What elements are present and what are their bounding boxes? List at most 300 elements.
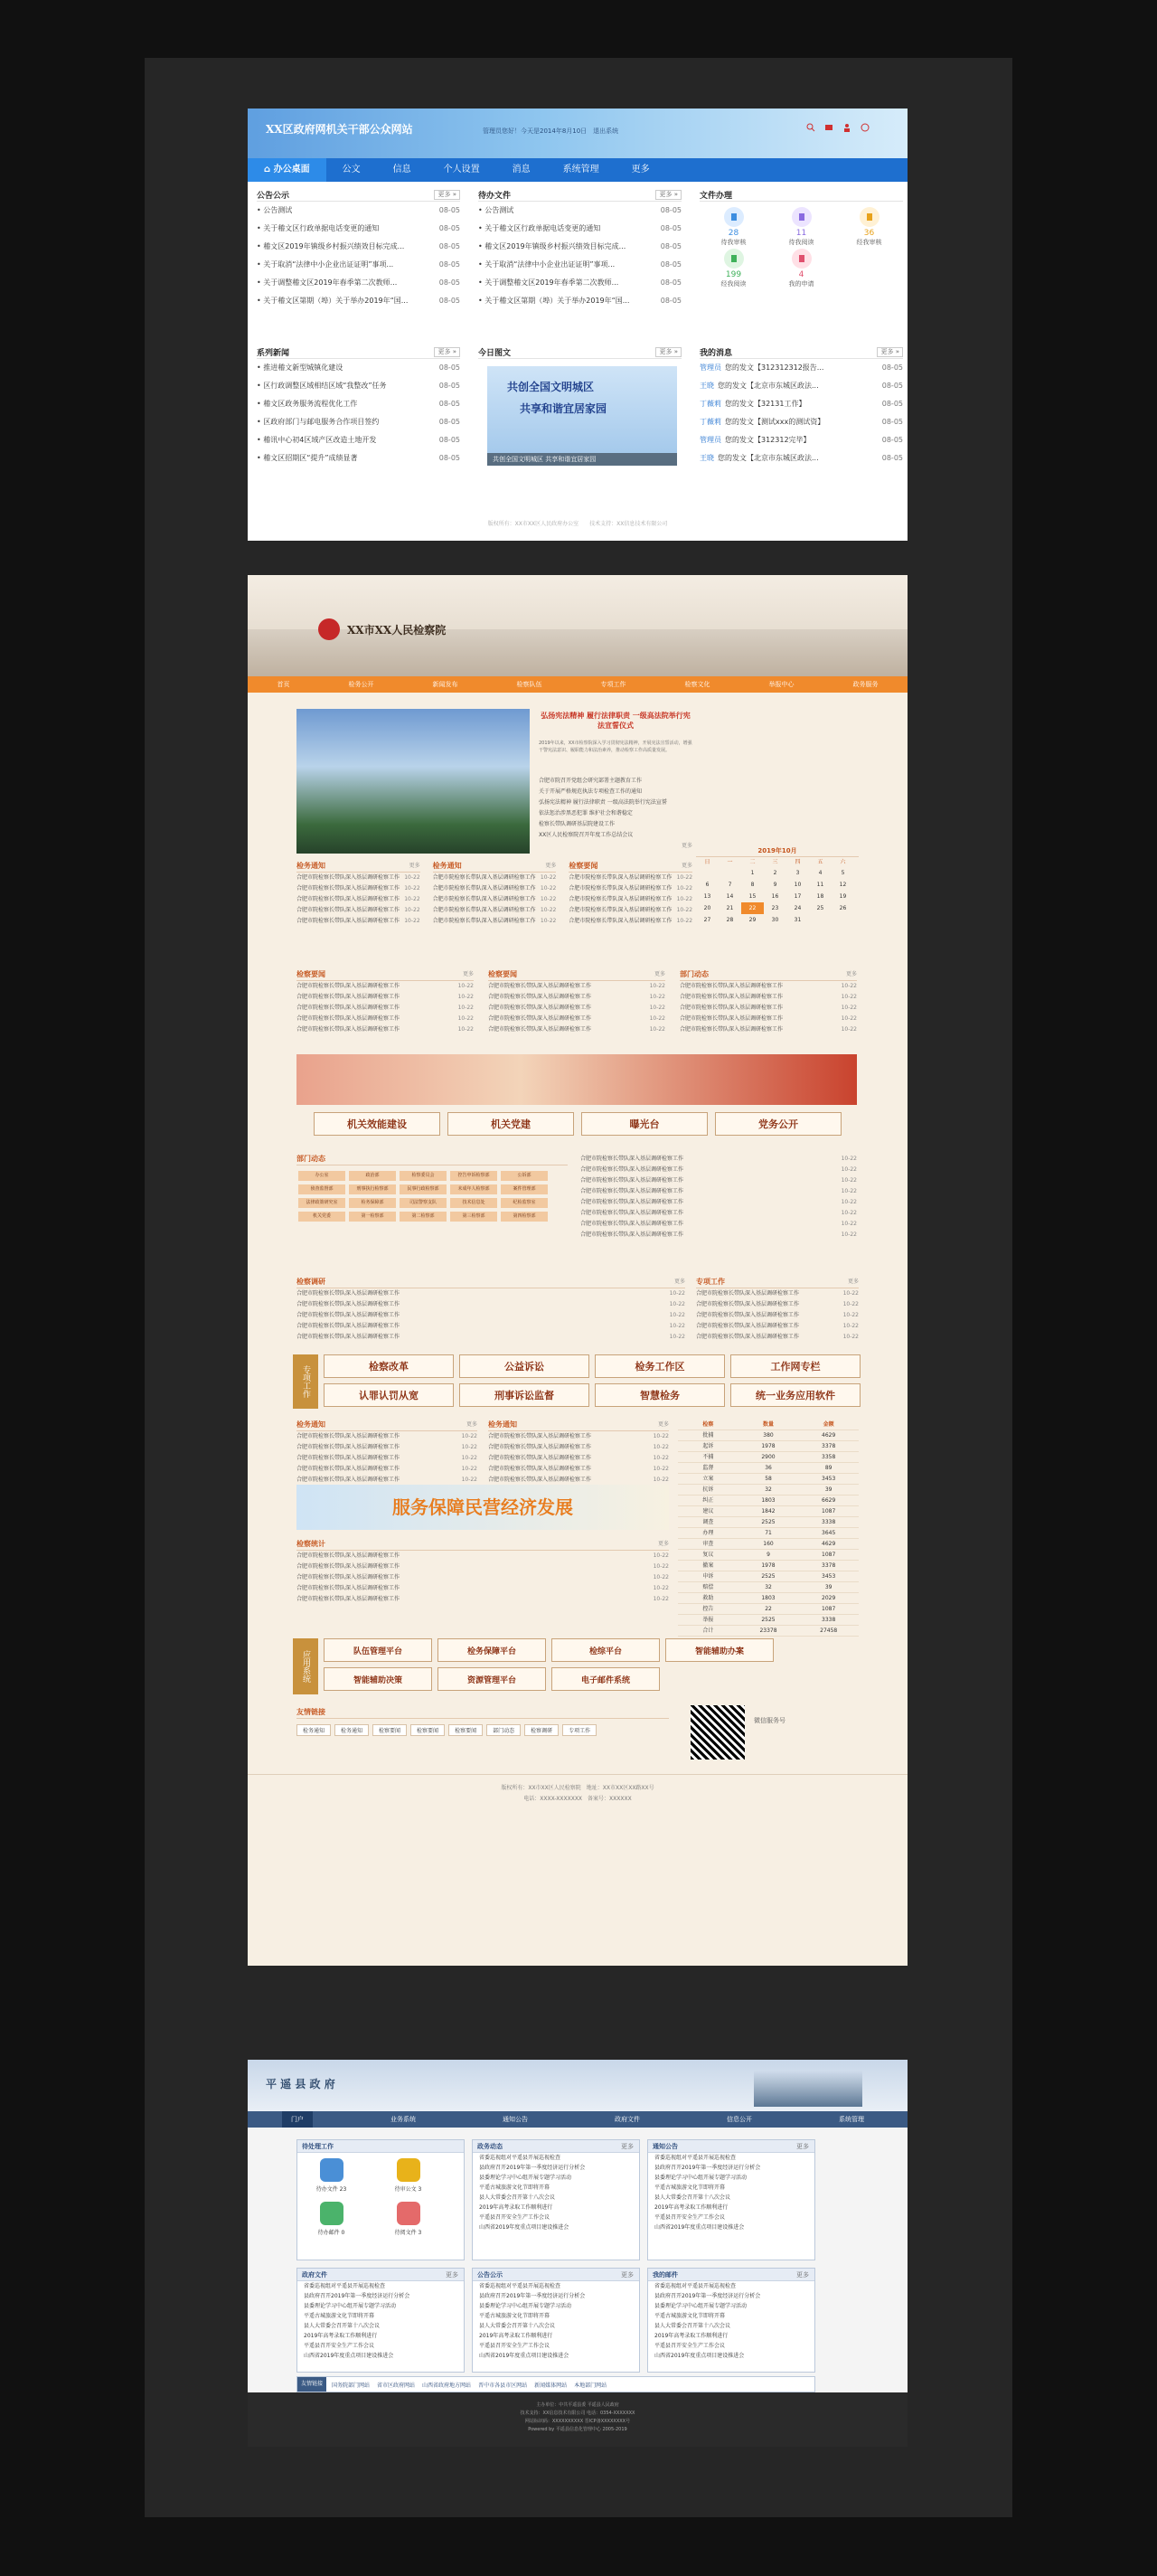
headline-list-item[interactable]: 合肥市院召开党组会研究部署主题教育工作 — [539, 778, 643, 784]
list-item[interactable] — [478, 202, 682, 220]
nav-tab[interactable]: 门户 — [282, 2111, 313, 2128]
list-item[interactable] — [478, 238, 682, 256]
list-item[interactable]: 县委理论学习中心组开展专题学习活动 — [479, 2303, 572, 2309]
dept-cell[interactable]: 案件管理部 — [501, 1184, 548, 1194]
calendar-day[interactable]: 3 — [795, 870, 800, 876]
message-text — [700, 413, 824, 431]
headline-list-item[interactable]: XX区人民检察院召开年度工作总结会议 — [539, 832, 634, 838]
calendar-day[interactable]: 1 — [750, 870, 755, 876]
photo-image[interactable] — [487, 366, 677, 466]
list-item[interactable] — [569, 883, 692, 894]
promo-banner[interactable] — [296, 1054, 857, 1105]
list-item[interactable] — [296, 905, 420, 916]
list-item[interactable] — [478, 256, 682, 274]
more-link[interactable]: 更多 — [682, 863, 693, 869]
list-item[interactable]: 山西省2019年度重点项目建设推进会 — [479, 2224, 569, 2231]
list-item[interactable]: 2019年高考录取工作顺利进行 — [654, 2204, 729, 2211]
nav-tab[interactable]: 检察队伍 — [516, 681, 542, 688]
list-item[interactable]: 2019年高考录取工作顺利进行 — [304, 2333, 378, 2339]
list-item[interactable] — [569, 905, 692, 916]
list-item[interactable]: 2019年高考录取工作顺利进行 — [479, 2204, 553, 2211]
dept-cell[interactable]: 第三检察部 — [450, 1212, 497, 1222]
calendar-day[interactable]: 6 — [705, 882, 710, 888]
list-item[interactable] — [696, 1299, 859, 1310]
calendar-day[interactable]: 14 — [726, 893, 734, 900]
list-item[interactable]: 县人大常委会召开第十八次会议 — [654, 2194, 731, 2201]
list-item[interactable]: 县政府召开2019年第一季度经济运行分析会 — [479, 2165, 586, 2171]
more-link[interactable]: 更多 — [657, 1541, 669, 1547]
list-item[interactable] — [296, 1310, 685, 1321]
item-title: 合肥市院检察长带队深入基层调研检察工作 — [432, 907, 536, 913]
calendar-day[interactable]: 17 — [794, 893, 802, 900]
dept-news-item[interactable] — [580, 1154, 857, 1165]
calendar-day[interactable]: 31 — [794, 917, 802, 923]
dept-news-item[interactable] — [580, 1186, 857, 1197]
special-button[interactable]: 工作网专栏 — [730, 1354, 861, 1378]
list-item[interactable] — [488, 1014, 665, 1024]
todo-item[interactable] — [306, 2202, 356, 2236]
list-item[interactable] — [696, 1310, 859, 1321]
list-item[interactable]: 平遥古城旅游文化节即将开幕 — [304, 2313, 375, 2319]
calendar-day[interactable]: 23 — [771, 905, 779, 911]
list-item[interactable]: 山西省2019年度重点项目建设推进会 — [304, 2353, 394, 2359]
dept-news-item[interactable] — [580, 1197, 857, 1208]
dept-cell[interactable]: 法律政策研究室 — [298, 1198, 345, 1208]
list-item[interactable] — [296, 1299, 685, 1310]
list-item[interactable] — [488, 1431, 669, 1442]
friend-link[interactable]: 新闻媒体网站 — [534, 2382, 568, 2389]
list-item[interactable]: 2019年高考录取工作顺利进行 — [654, 2333, 729, 2339]
more-link[interactable]: 更多 — [446, 2271, 458, 2279]
headline-list-item[interactable]: 弘扬宪法精神 履行法律职责 一级高法院举行宪法宣誓 — [539, 799, 667, 806]
list-item[interactable]: 县委理论学习中心组开展专题学习活动 — [479, 2175, 572, 2181]
headline-list-item[interactable]: 依法惩治涉黑恶犯罪 维护社会和谐稳定 — [539, 810, 633, 816]
feature-button[interactable]: 党务公开 — [715, 1112, 842, 1136]
dept-cell[interactable]: 技术信息处 — [450, 1198, 497, 1208]
more-link[interactable]: 更多 — [845, 971, 857, 977]
friend-link[interactable]: 本地部门网站 — [574, 2382, 607, 2389]
list-item[interactable]: 县人大常委会召开第十八次会议 — [654, 2323, 731, 2329]
more-button[interactable]: 更多 » — [655, 347, 682, 357]
list-item[interactable]: 平遥县召开安全生产工作会议 — [479, 2214, 550, 2221]
list-item[interactable]: 县人大常委会召开第十八次会议 — [304, 2323, 381, 2329]
list-item[interactable] — [296, 1551, 669, 1562]
list-item[interactable]: 县委理论学习中心组开展专题学习活动 — [304, 2303, 397, 2309]
list-item[interactable]: 平遥县召开安全生产工作会议 — [654, 2214, 726, 2221]
more-link[interactable]: 更多 — [847, 1279, 859, 1285]
more-link[interactable]: 更多 — [673, 1279, 685, 1285]
calendar-day[interactable]: 20 — [703, 905, 711, 911]
list-item[interactable] — [296, 1321, 685, 1332]
calendar-day[interactable]: 13 — [703, 893, 711, 900]
nav-tab[interactable]: 首页 — [277, 681, 290, 688]
list-item[interactable]: 省委巡视组对平遥县开展巡视检查 — [479, 2155, 561, 2161]
list-item[interactable]: 县人大常委会召开第十八次会议 — [479, 2194, 556, 2201]
link-button[interactable]: 检务通知 — [296, 1724, 331, 1736]
list-item[interactable]: 省委巡视组对平遥县开展巡视检查 — [654, 2283, 737, 2289]
dept-news-item[interactable] — [580, 1165, 857, 1175]
list-item[interactable] — [296, 894, 420, 905]
nav-tab[interactable]: 政务服务 — [852, 681, 879, 688]
list-item[interactable] — [296, 916, 420, 927]
list-item[interactable] — [296, 1024, 474, 1035]
friend-link[interactable]: 国务院部门网站 — [332, 2382, 371, 2389]
dept-news-item[interactable] — [580, 1175, 857, 1186]
nav-tab[interactable]: 业务系统 — [390, 2116, 416, 2123]
calendar-day[interactable]: 2 — [773, 870, 777, 876]
calendar — [696, 846, 859, 926]
calendar-day[interactable]: 15 — [748, 893, 757, 900]
calendar-day[interactable]: 8 — [750, 882, 755, 888]
power-icon[interactable] — [861, 123, 870, 132]
feature-button[interactable]: 机关党建 — [447, 1112, 574, 1136]
headline-list-item[interactable]: 关于开展严格规范执法专项检查工作的通知 — [539, 788, 643, 795]
list-item[interactable] — [296, 1014, 474, 1024]
app-button[interactable]: 检综平台 — [551, 1638, 660, 1662]
list-item[interactable] — [488, 1442, 669, 1453]
friend-link[interactable]: 山西省政府地方网站 — [422, 2382, 472, 2389]
special-button[interactable]: 统一业务应用软件 — [730, 1383, 861, 1407]
app-button[interactable]: 队伍管理平台 — [324, 1638, 432, 1662]
app-button[interactable]: 电子邮件系统 — [551, 1667, 660, 1691]
calendar-day[interactable]: 25 — [816, 905, 824, 911]
more-button[interactable]: 更多 » — [655, 190, 682, 200]
nav-tab[interactable]: 政府文件 — [615, 2116, 640, 2123]
dept-cell[interactable]: 政治部 — [349, 1171, 396, 1181]
dept-cell[interactable]: 机关党委 — [298, 1212, 345, 1222]
list-item[interactable] — [257, 220, 460, 238]
calendar-day[interactable]: 18 — [816, 893, 824, 900]
more-link[interactable]: 更多 — [462, 971, 474, 977]
list-item[interactable] — [680, 1024, 857, 1035]
list-item[interactable] — [696, 1288, 859, 1299]
dept-cell[interactable]: 检务保障部 — [349, 1198, 396, 1208]
section-box — [296, 1420, 477, 1486]
calendar-day[interactable]: 28 — [726, 917, 734, 923]
list-item[interactable] — [569, 873, 692, 883]
link-button[interactable]: 检察调研 — [524, 1724, 559, 1736]
list-item[interactable] — [680, 1003, 857, 1014]
app-button[interactable]: 检务保障平台 — [437, 1638, 546, 1662]
more-link[interactable]: 更多 — [654, 971, 665, 977]
section-title: 检务通知 — [432, 862, 462, 870]
section-box — [296, 969, 474, 1035]
dept-cell[interactable]: 第四检察部 — [501, 1212, 548, 1222]
dept-cell[interactable]: 未成年人检察部 — [450, 1184, 497, 1194]
list-item[interactable] — [433, 883, 557, 894]
calendar-day[interactable]: 16 — [771, 893, 779, 900]
calendar-day[interactable]: 21 — [726, 905, 734, 911]
list-item[interactable] — [257, 449, 460, 467]
list-item[interactable] — [296, 1003, 474, 1014]
slogan-banner[interactable]: 服务保障民营经济发展 — [296, 1485, 669, 1530]
stats-row — [678, 1506, 859, 1517]
qr-code — [691, 1705, 745, 1760]
todo-applications[interactable]: 4 我的申请 — [767, 249, 835, 290]
link-button[interactable]: 专项工作 — [562, 1724, 597, 1736]
stats-row — [678, 1474, 859, 1485]
tab-system[interactable]: 系统管理 — [562, 165, 599, 175]
dept-cell[interactable]: 侦查监督部 — [298, 1184, 345, 1194]
tab-messages[interactable]: 消息 — [512, 165, 531, 175]
item-title: 合肥市院检察长带队深入基层调研检察工作 — [580, 1166, 684, 1173]
feature-button[interactable]: 曝光台 — [581, 1112, 708, 1136]
calendar-day[interactable]: 19 — [839, 893, 847, 900]
more-button[interactable]: 更多 » — [877, 347, 903, 357]
special-button[interactable]: 检务工作区 — [595, 1354, 725, 1378]
item-title: 合肥市院检察长带队深入基层调研检察工作 — [488, 1026, 592, 1033]
list-item[interactable] — [296, 981, 474, 992]
list-item[interactable]: 平遥古城旅游文化节即将开幕 — [479, 2313, 550, 2319]
item-title: • 关于稽文区第期（埠）关于举办2019年“国... — [257, 297, 409, 305]
list-item[interactable] — [296, 1431, 477, 1442]
list-item[interactable] — [433, 873, 557, 883]
todo-pending-review[interactable]: 28 待我审核 — [700, 207, 767, 249]
dept-news-item[interactable] — [580, 1208, 857, 1219]
calendar-day[interactable]: 26 — [839, 905, 847, 911]
nav-tab[interactable]: 检务公开 — [348, 681, 374, 688]
list-item[interactable] — [296, 873, 420, 883]
headline-list-item[interactable]: 检察长带队调研基层院建设工作 — [539, 821, 616, 827]
stats-cell: 32 — [765, 1584, 772, 1590]
todo-reviewed[interactable]: 36 经我审核 — [835, 207, 903, 249]
dept-cell[interactable]: 公诉部 — [501, 1171, 548, 1181]
list-item[interactable]: 县政府召开2019年第一季度经济运行分析会 — [479, 2293, 586, 2299]
list-item[interactable]: 平遥县召开安全生产工作会议 — [304, 2343, 375, 2349]
dept-cell[interactable]: 刑事执行检察部 — [349, 1184, 396, 1194]
message-item[interactable] — [700, 395, 903, 413]
list-item[interactable] — [433, 894, 557, 905]
list-item[interactable] — [296, 883, 420, 894]
list-item[interactable] — [488, 1003, 665, 1014]
list-item[interactable] — [257, 395, 460, 413]
calendar-day[interactable]: 29 — [748, 917, 757, 923]
list-item[interactable] — [433, 905, 557, 916]
tab-desk[interactable]: ⌂ 办公桌面 — [248, 158, 326, 182]
list-item[interactable] — [296, 1572, 669, 1583]
list-item[interactable]: 平遥县召开安全生产工作会议 — [479, 2343, 550, 2349]
list-item[interactable] — [296, 1562, 669, 1572]
more-button[interactable]: 更多 » — [434, 347, 460, 357]
todo-read[interactable]: 199 经我阅读 — [700, 249, 767, 290]
user-icon[interactable] — [842, 123, 851, 132]
tab-docs[interactable]: 公文 — [342, 165, 361, 175]
section-header — [296, 1539, 669, 1551]
headline-title[interactable]: 弘扬宪法精神 履行法律职责 一级高法院举行宪法宣誓仪式 — [541, 712, 691, 730]
app-button[interactable]: 智能辅助决策 — [324, 1667, 432, 1691]
special-button[interactable]: 检察改革 — [324, 1354, 454, 1378]
nav-tab[interactable]: 专项工作 — [600, 681, 626, 688]
message-text — [700, 449, 819, 467]
link-button[interactable]: 部门动态 — [486, 1724, 521, 1736]
app-button[interactable]: 资源管理平台 — [437, 1667, 546, 1691]
list-item[interactable]: 县委理论学习中心组开展专题学习活动 — [654, 2303, 748, 2309]
list-item[interactable] — [257, 256, 460, 274]
more-link[interactable]: 更多 — [796, 2271, 809, 2279]
list-item[interactable] — [680, 981, 857, 992]
dept-cell[interactable]: 检察委员会 — [400, 1171, 447, 1181]
list-item[interactable] — [488, 1453, 669, 1464]
list-item[interactable]: 平遥古城旅游文化节即将开幕 — [479, 2184, 550, 2191]
list-item[interactable]: 县委理论学习中心组开展专题学习活动 — [654, 2175, 748, 2181]
list-item[interactable] — [696, 1321, 859, 1332]
list-item[interactable] — [257, 238, 460, 256]
list-item[interactable] — [296, 1332, 685, 1343]
message-item[interactable] — [700, 359, 903, 377]
app-button[interactable]: 智能辅助办案 — [665, 1638, 774, 1662]
todo-pending-read[interactable]: 11 待我阅读 — [767, 207, 835, 249]
calendar-day[interactable] — [809, 914, 832, 926]
more-link[interactable]: 更多 — [681, 843, 692, 849]
calendar-day[interactable]: 27 — [703, 917, 711, 923]
calendar-day[interactable]: 24 — [794, 905, 802, 911]
calendar-day[interactable] — [696, 867, 719, 879]
dept-cell[interactable]: 办公室 — [298, 1171, 345, 1181]
special-button[interactable]: 智慧检务 — [595, 1383, 725, 1407]
list-item[interactable] — [569, 916, 692, 927]
list-item[interactable] — [296, 1583, 669, 1594]
list-item[interactable]: 县政府召开2019年第一季度经济运行分析会 — [304, 2293, 410, 2299]
list-item[interactable] — [680, 992, 857, 1003]
calendar-day[interactable]: 12 — [839, 882, 847, 888]
calendar-day[interactable] — [832, 914, 854, 926]
feature-button[interactable]: 机关效能建设 — [314, 1112, 440, 1136]
more-link[interactable]: 更多 — [657, 1421, 669, 1428]
list-item[interactable] — [257, 431, 460, 449]
dept-cell[interactable]: 司法警察支队 — [400, 1198, 447, 1208]
dept-news-item[interactable] — [580, 1230, 857, 1241]
calendar-day[interactable]: 5 — [841, 870, 845, 876]
list-item[interactable]: 平遥古城旅游文化节即将开幕 — [654, 2313, 726, 2319]
list-item[interactable] — [488, 1024, 665, 1035]
list-item[interactable]: 山西省2019年度重点项目建设推进会 — [479, 2353, 569, 2359]
calendar-day[interactable]: 4 — [818, 870, 823, 876]
special-button[interactable]: 公益诉讼 — [459, 1354, 589, 1378]
list-item[interactable]: 山西省2019年度重点项目建设推进会 — [654, 2353, 745, 2359]
more-link[interactable]: 更多 — [796, 2143, 809, 2150]
more-link[interactable]: 更多 — [545, 863, 557, 869]
tab-more[interactable]: 更多 — [631, 165, 650, 175]
list-item[interactable] — [478, 292, 682, 310]
list-item[interactable] — [257, 359, 460, 377]
dept-cell[interactable]: 纪检监察室 — [501, 1198, 548, 1208]
list-item[interactable] — [257, 292, 460, 310]
nav-tab[interactable]: 系统管理 — [839, 2116, 864, 2123]
dept-cell[interactable]: 第一检察部 — [349, 1212, 396, 1222]
headline-image[interactable] — [296, 709, 530, 854]
link-button[interactable]: 检务通知 — [334, 1724, 369, 1736]
list-item[interactable] — [488, 981, 665, 992]
photo-caption: 共创全国文明城区 共享和谐宜居家园 — [487, 453, 677, 466]
dept-news-item[interactable] — [580, 1219, 857, 1230]
list-item[interactable] — [569, 894, 692, 905]
list-item[interactable]: 省委巡视组对平遥县开展巡视检查 — [304, 2283, 386, 2289]
nav-tab[interactable]: 举报中心 — [768, 681, 795, 688]
list-item[interactable] — [433, 916, 557, 927]
dept-cell[interactable]: 民事行政检察部 — [400, 1184, 447, 1194]
tab-personal[interactable]: 个人设置 — [443, 165, 480, 175]
file-office-grid — [700, 202, 903, 290]
message-item[interactable] — [700, 431, 903, 449]
dept-cell[interactable]: 第二检察部 — [400, 1212, 447, 1222]
link-button[interactable]: 检察要闻 — [448, 1724, 483, 1736]
list-item[interactable] — [257, 377, 460, 395]
friend-link[interactable]: 晋中市各县市区网站 — [478, 2382, 528, 2389]
list-item[interactable] — [488, 1464, 669, 1475]
list-item[interactable]: 省委巡视组对平遥县开展巡视检查 — [479, 2283, 561, 2289]
special-button[interactable]: 刑事诉讼监督 — [459, 1383, 589, 1407]
message-title: 您的发文【32131工作】 — [725, 400, 806, 408]
list-item[interactable]: 2019年高考录取工作顺利进行 — [479, 2333, 553, 2339]
message-item[interactable] — [700, 413, 903, 431]
list-item[interactable]: 山西省2019年度重点项目建设推进会 — [654, 2224, 745, 2231]
calendar-day[interactable]: 30 — [771, 917, 779, 923]
special-button[interactable]: 认罪认罚从宽 — [324, 1383, 454, 1407]
nav-tab[interactable]: 通知公告 — [503, 2116, 528, 2123]
todo-item[interactable] — [306, 2158, 356, 2193]
calendar-day[interactable]: 9 — [773, 882, 777, 888]
more-link[interactable]: 更多 — [621, 2271, 634, 2279]
nav-tab[interactable]: 检察文化 — [684, 681, 710, 688]
friend-link[interactable]: 省市区政府网站 — [377, 2382, 416, 2389]
link-button[interactable]: 检察要闻 — [410, 1724, 445, 1736]
message-item[interactable] — [700, 449, 903, 467]
list-item[interactable] — [296, 1288, 685, 1299]
list-item[interactable] — [478, 274, 682, 292]
nav-tab[interactable]: 信息公开 — [727, 2116, 752, 2123]
presentation-frame — [145, 58, 1012, 2517]
link-button[interactable]: 检察要闻 — [372, 1724, 407, 1736]
more-link[interactable]: 更多 — [409, 863, 420, 869]
todo-item[interactable] — [383, 2158, 433, 2193]
nav-tab[interactable]: 新闻发布 — [432, 681, 458, 688]
calendar-day[interactable] — [719, 867, 741, 879]
item-title: • 稽文区政务服务流程优化工作 — [257, 400, 358, 408]
calendar-day[interactable]: 11 — [816, 882, 824, 888]
search-icon[interactable] — [806, 123, 815, 132]
more-button[interactable]: 更多 » — [434, 190, 460, 200]
calendar-day[interactable]: 10 — [794, 882, 802, 888]
list-item[interactable] — [680, 1014, 857, 1024]
list-item[interactable] — [478, 220, 682, 238]
list-item[interactable] — [696, 1332, 859, 1343]
todo-item[interactable] — [383, 2202, 433, 2236]
list-item[interactable] — [257, 274, 460, 292]
list-item[interactable]: 县政府召开2019年第一季度经济运行分析会 — [654, 2293, 761, 2299]
list-item[interactable] — [257, 202, 460, 220]
list-item[interactable] — [296, 1453, 477, 1464]
list-item[interactable]: 县人大常委会召开第十八次会议 — [479, 2323, 556, 2329]
message-item[interactable] — [700, 377, 903, 395]
list-item[interactable] — [257, 413, 460, 431]
tab-info[interactable]: 信息 — [392, 165, 411, 175]
more-link[interactable]: 更多 — [621, 2143, 634, 2150]
calendar-day[interactable]: 22 — [741, 902, 764, 914]
list-item[interactable] — [296, 1464, 477, 1475]
list-item[interactable]: 省委巡视组对平遥县开展巡视检查 — [654, 2155, 737, 2161]
dept-cell[interactable]: 控告申诉检察部 — [450, 1171, 497, 1181]
calendar-day[interactable]: 7 — [728, 882, 732, 888]
list-item[interactable] — [296, 992, 474, 1003]
list-item[interactable] — [296, 1594, 669, 1605]
list-item[interactable]: 平遥县召开安全生产工作会议 — [654, 2343, 726, 2349]
list-item[interactable] — [488, 992, 665, 1003]
list-item[interactable] — [296, 1442, 477, 1453]
more-link[interactable]: 更多 — [466, 1421, 477, 1428]
mail-icon[interactable] — [824, 123, 833, 132]
list-item[interactable]: 平遥古城旅游文化节即将开幕 — [654, 2184, 726, 2191]
list-item[interactable]: 县政府召开2019年第一季度经济运行分析会 — [654, 2165, 761, 2171]
